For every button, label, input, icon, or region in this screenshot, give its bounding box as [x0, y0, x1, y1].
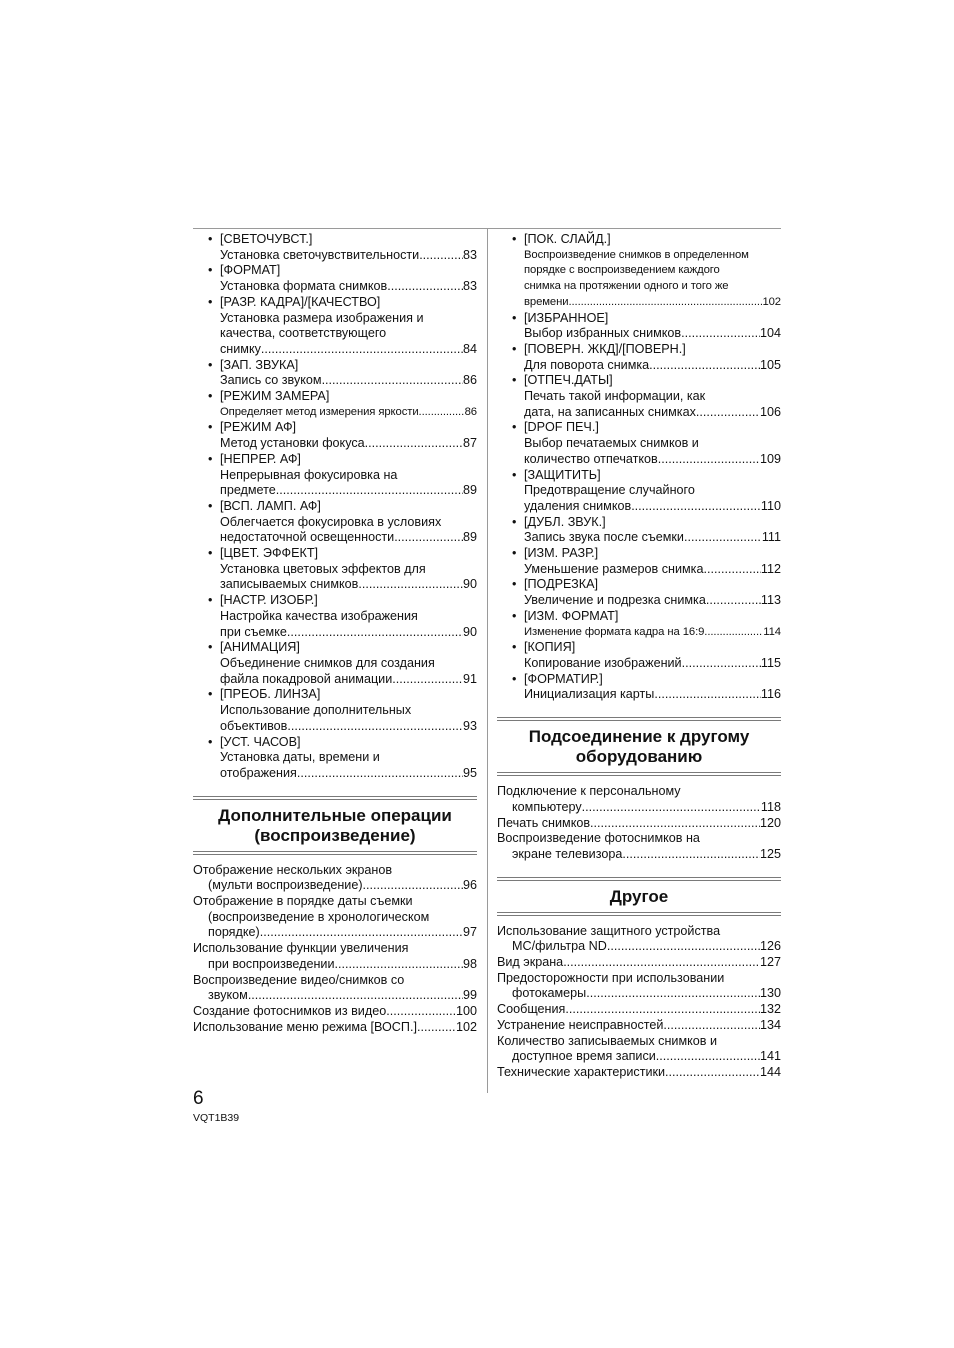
page-ref: 112	[760, 561, 781, 576]
page-ref: 100	[455, 1003, 477, 1018]
page-ref: 102	[762, 295, 781, 308]
list-item: • [ПОК. СЛАЙД.] Воспроизведение снимков в определенном порядке с воспроизведением каждого снимка на протяжении одного и того же времени ..... 102	[497, 232, 781, 311]
page-ref: 83	[462, 279, 477, 294]
list-item: • [ФОРМАТ] Установка формата снимков ..... 83	[193, 263, 477, 294]
section-rule-bottom	[497, 772, 781, 776]
section-heading: Дополнительные операции (воспроизведение)	[218, 805, 452, 845]
page-ref: 104	[759, 326, 781, 341]
page-ref: 132	[759, 1002, 781, 1017]
list-item: • [ЗАП. ЗВУКА] Запись со звуком ..... 86	[193, 358, 477, 389]
page-ref: 90	[462, 577, 477, 592]
page-ref: 126	[759, 939, 781, 954]
list-item: Устранение неисправностей ..... 134	[497, 1018, 781, 1034]
list-item: Воспроизведение видео/снимков со звуком ..... 99	[193, 973, 477, 1004]
page-ref: 89	[462, 530, 477, 545]
list-item: • [ПОДРЕЗКА] Увеличение и подрезка снимка ..... 113	[497, 577, 781, 608]
page-ref: 98	[462, 956, 477, 971]
page-ref: 83	[462, 247, 477, 262]
page-ref: 105	[759, 357, 781, 372]
list-item: Использование функции увеличения при воспроизведении ..... 98	[193, 941, 477, 972]
page-ref: 87	[462, 436, 477, 451]
list-item: • [ПРЕОБ. ЛИНЗА] Использование дополнительных объективов ..... 93	[193, 687, 477, 734]
list-item: • [НЕПРЕР. АФ] Непрерывная фокусировка на предмете ..... 89	[193, 452, 477, 499]
page-ref: 86	[464, 405, 477, 418]
page-ref: 141	[759, 1049, 781, 1064]
list-item: • [ИЗБРАННОЕ] Выбор избранных снимков ..... 104	[497, 311, 781, 342]
page-ref: 106	[759, 404, 781, 419]
page-ref: 96	[462, 878, 477, 893]
list-item: • [ВСП. ЛАМП. АФ] Облегчается фокусировка в условиях недостаточной освещенности ..... 89	[193, 499, 477, 546]
page-ref: 134	[759, 1017, 781, 1032]
list-item: Отображение в порядке даты съемки (воспроизведение в хронологическом порядке) ..... 97	[193, 894, 477, 941]
list-item: Вид экрана ..... 127	[497, 955, 781, 971]
list-item: • [ОТПЕЧ.ДАТЫ] Печать такой информации, как дата, на записанных снимках ..... 106	[497, 373, 781, 420]
list-item: • [РЕЖИМ ЗАМЕРА] Определяет метод измерения яркости ..... 86	[193, 389, 477, 420]
page-ref: 90	[462, 624, 477, 639]
list-item: • [УСТ. ЧАСОВ] Установка даты, времени и отображения ..... 95	[193, 735, 477, 782]
page-ref: 95	[462, 765, 477, 780]
column-divider	[487, 228, 488, 1093]
list-item: • [АНИМАЦИЯ] Объединение снимков для создания файла покадровой анимации ..... 91	[193, 640, 477, 687]
page-ref: 111	[761, 530, 781, 545]
list-item: • [ФОРМАТИР.] Инициализация карты ..... 116	[497, 672, 781, 703]
menu-playback-list	[497, 232, 781, 703]
page-ref: 130	[759, 986, 781, 1001]
list-item: • [СВЕТОЧУВСТ.] Установка светочувствительности ..... 83	[193, 232, 477, 263]
list-item: Использование меню режима [ВОСП.] ..... 102	[193, 1020, 477, 1036]
page-ref: 110	[760, 498, 781, 513]
section-rule-bottom	[497, 912, 781, 916]
list-item: • [ЦВЕТ. ЭФФЕКТ] Установка цветовых эффектов для записываемых снимков ..... 90	[193, 546, 477, 593]
section-heading: Подсоединение к другому оборудованию	[528, 727, 750, 767]
page-ref: 127	[759, 955, 781, 970]
list-item: Создание фотоснимков из видео ..... 100	[193, 1004, 477, 1020]
list-item: • [РЕЖИМ АФ] Метод установки фокуса ..... 87	[193, 420, 477, 451]
page-ref: 84	[462, 341, 477, 356]
list-item: • [ЗАЩИТИТЬ] Предотвращение случайного удаления снимков ..... 110	[497, 468, 781, 515]
page-ref: 97	[462, 925, 477, 940]
list-item: Технические характеристики ..... 144	[497, 1065, 781, 1081]
section-entries	[497, 784, 781, 863]
list-item: • [КОПИЯ] Копирование изображений ..... 115	[497, 640, 781, 671]
section-connecting-equipment	[497, 717, 781, 863]
list-item: Предосторожности при использовании фотокамеры ..... 130	[497, 971, 781, 1002]
page-number: 6	[193, 1088, 204, 1109]
section-rule-bottom	[193, 851, 477, 855]
section-heading: Другое	[609, 886, 669, 906]
list-item: Использование защитного устройства MC/фильтра ND ..... 126	[497, 924, 781, 955]
page-ref: 116	[760, 687, 781, 702]
page-ref: 144	[759, 1064, 781, 1079]
list-item: • [ИЗМ. ФОРМАТ] Изменение формата кадра на 16:9 ..... 114	[497, 609, 781, 640]
list-item: Печать снимков ..... 120	[497, 816, 781, 832]
page-ref: 102	[455, 1019, 477, 1034]
document-code: VQT1B39	[193, 1112, 240, 1124]
page-ref: 86	[462, 373, 477, 388]
list-item: • [РАЗР. КАДРА]/[КАЧЕСТВО] Установка размера изображения и качества, соответствующего снимку ..... 84	[193, 295, 477, 358]
page-ref: 114	[763, 625, 781, 638]
list-item: Воспроизведение фотоснимков на экране телевизора ..... 125	[497, 831, 781, 862]
list-item: • [НАСТР. ИЗОБР.] Настройка качества изображения при съемке ..... 90	[193, 593, 477, 640]
section-entries	[193, 863, 477, 1036]
list-item: Отображение нескольких экранов (мульти воспроизведение) ..... 96	[193, 863, 477, 894]
page-ref: 93	[462, 718, 477, 733]
section-playback-operations	[193, 796, 477, 1036]
section-entries	[497, 924, 781, 1081]
toc-left-column	[193, 232, 477, 1035]
toc-right-column	[497, 232, 781, 1081]
list-item: Количество записываемых снимков и доступное время записи ..... 141	[497, 1034, 781, 1065]
list-item: • [ПОВЕРН. ЖКД]/[ПОВЕРН.] Для поворота снимка ..... 105	[497, 342, 781, 373]
page-ref: 118	[760, 799, 781, 814]
page-ref: 120	[759, 815, 781, 830]
page-ref: 91	[462, 671, 477, 686]
menu-settings-list	[193, 232, 477, 782]
page-ref: 109	[759, 451, 781, 466]
list-item: • [ИЗМ. РАЗР.] Уменьшение размеров снимка ..... 112	[497, 546, 781, 577]
page-ref: 125	[759, 846, 781, 861]
page-ref: 113	[760, 593, 781, 608]
page-ref: 89	[462, 483, 477, 498]
list-item: • [ДУБЛ. ЗВУК.] Запись звука после съемки ..... 111	[497, 515, 781, 546]
section-other	[497, 877, 781, 1081]
list-item: • [DPOF ПЕЧ.] Выбор печатаемых снимков и количество отпечатков ..... 109	[497, 420, 781, 467]
page-ref: 99	[462, 988, 477, 1003]
list-item: Подключение к персональному компьютеру ..... 118	[497, 784, 781, 815]
list-item: Сообщения ..... 132	[497, 1002, 781, 1018]
page-ref: 115	[760, 655, 781, 670]
